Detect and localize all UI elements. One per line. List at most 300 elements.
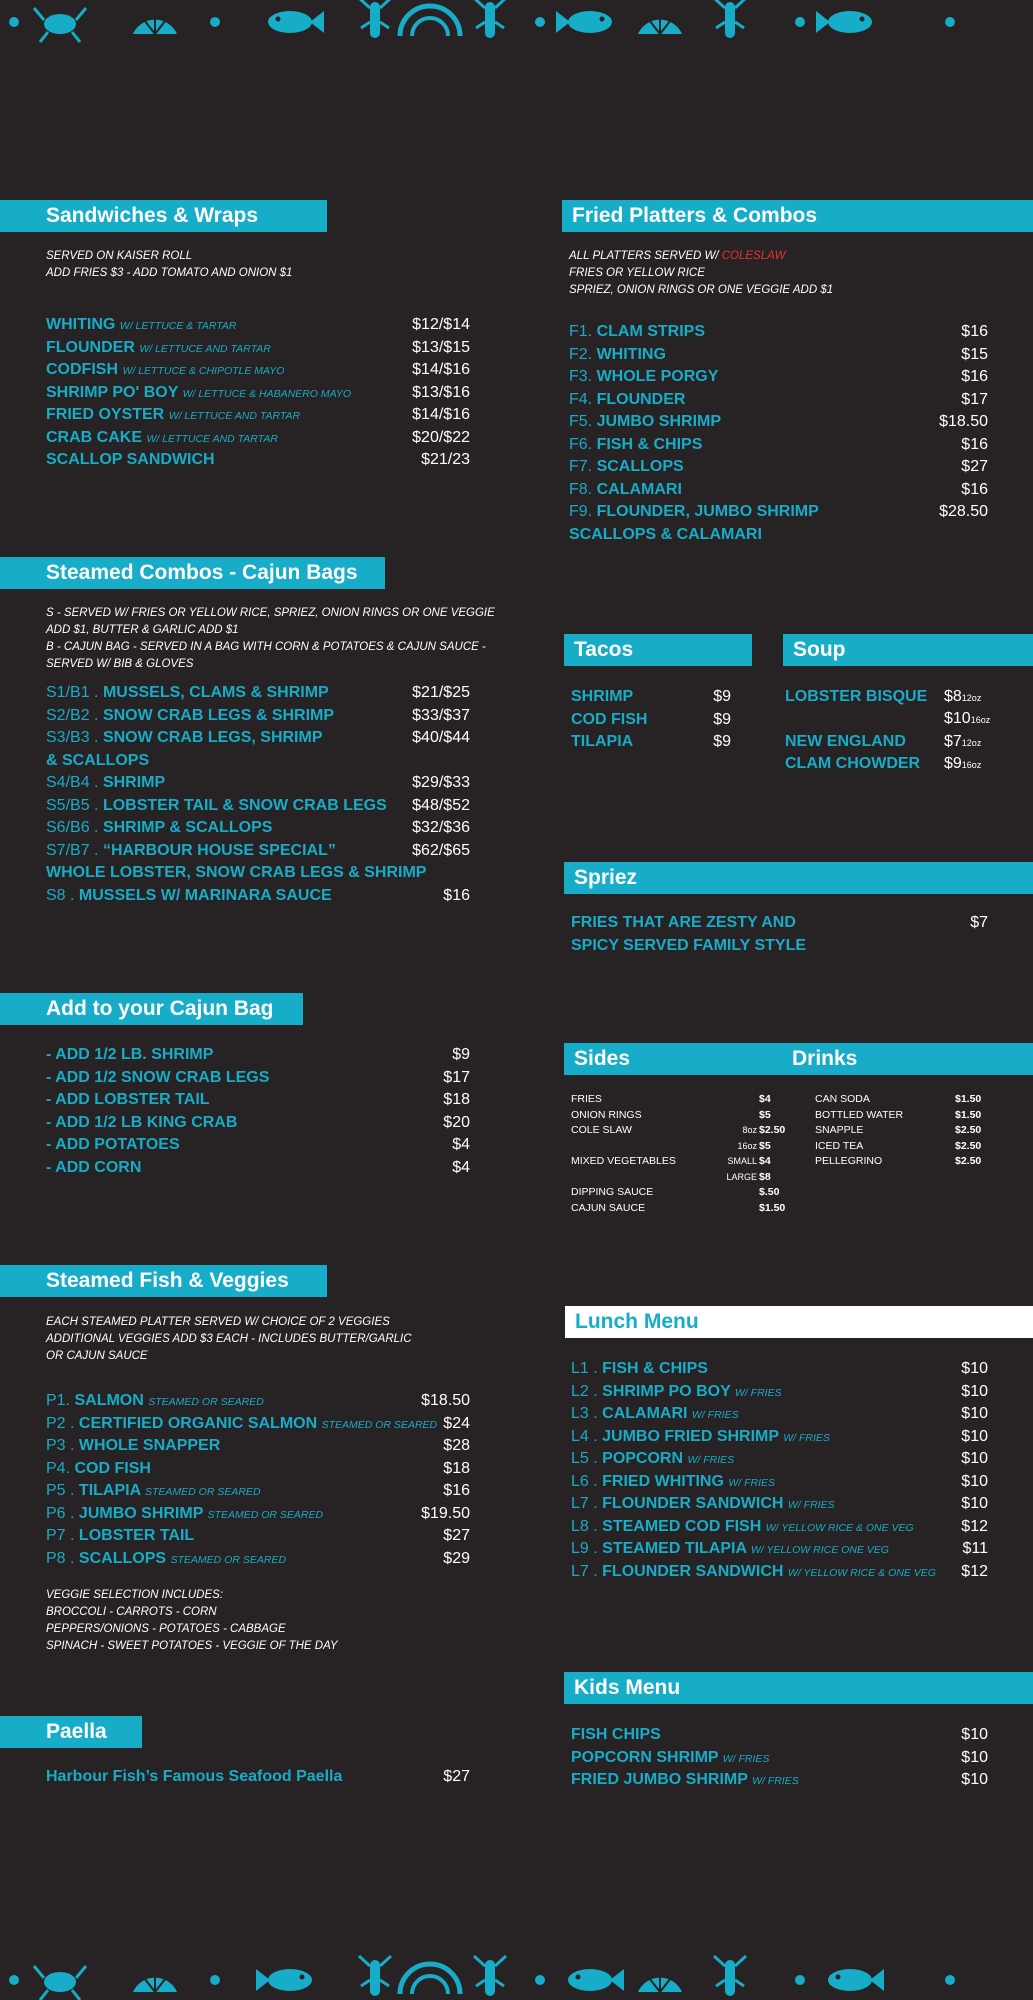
item-label	[569, 456, 684, 479]
fish-icon	[256, 1969, 312, 1991]
item-name: COD FISH	[74, 1459, 151, 1477]
soup-item-large	[785, 708, 990, 731]
item-price: $27	[961, 458, 988, 475]
menu-item	[569, 456, 988, 479]
menu-item	[571, 1538, 988, 1561]
item-name: CRAB CAKE	[46, 428, 142, 446]
item-detail: W/ YELLOW RICE & ONE VEG	[765, 1521, 914, 1534]
item-label	[571, 1448, 734, 1472]
menu-item	[46, 885, 470, 908]
item-price: $10	[961, 1405, 988, 1422]
item-price: $10	[961, 1427, 988, 1445]
item-detail: W/ LETTUCE & CHIPOTLE MAYO	[122, 365, 285, 377]
item-code: S5/B5 .	[46, 796, 99, 814]
item-label	[46, 1134, 180, 1157]
menu-item	[46, 795, 470, 818]
fish-icon	[568, 1969, 624, 1991]
shell-icon	[133, 12, 177, 34]
item-detail: W/ LETTUCE AND TARTAR	[146, 432, 278, 445]
item-code: S3/B3 .	[46, 729, 99, 746]
item-code: F4.	[569, 390, 593, 408]
item-price: $20	[443, 1113, 470, 1131]
menu-item	[46, 1134, 470, 1157]
item-price: $10	[961, 1771, 988, 1788]
price-value: $7	[944, 733, 962, 750]
item-detail: W/ LETTUCE AND TARTAR	[168, 410, 301, 422]
steamed-combos-note	[46, 605, 495, 673]
item-price: $14/$16	[412, 406, 470, 423]
menu-item	[46, 1480, 470, 1503]
item-label	[46, 337, 271, 361]
item-name: SHRIMP	[571, 688, 634, 705]
note-line: BROCCOLI - CARROTS - CORN	[46, 1606, 217, 1618]
menu-item	[46, 1067, 470, 1090]
item-code: P3 .	[46, 1437, 75, 1454]
item-label	[46, 359, 284, 383]
item-name: FISH CHIPS	[571, 1726, 661, 1743]
item-price: $24	[443, 1414, 470, 1432]
item-code: F5.	[569, 413, 593, 430]
item-label	[571, 1426, 830, 1450]
item-detail: W/ FRIES	[691, 1409, 739, 1421]
item-label	[571, 709, 647, 732]
item-name: - ADD CORN	[46, 1158, 142, 1176]
item-code: P7 .	[46, 1527, 75, 1544]
item-name-cont: SCALLOPS & CALAMARI	[569, 525, 762, 543]
item-label	[569, 411, 721, 434]
lobster-icon	[359, 0, 391, 38]
item-price: $16	[443, 886, 470, 904]
item-label	[46, 817, 272, 840]
item-price: $9	[713, 733, 731, 750]
item-price: $28.50	[939, 503, 988, 520]
menu-item	[46, 314, 470, 337]
menu-item	[571, 1381, 988, 1404]
item-name: CALAMARI	[596, 480, 682, 498]
soup-header: Soup	[783, 634, 1033, 666]
note-line: FRIES OR YELLOW RICE	[569, 267, 705, 279]
item-detail: STEAMED OR SEARED	[207, 1508, 324, 1521]
item-name: TILAPIA	[78, 1482, 141, 1499]
item-label	[46, 1548, 286, 1572]
item-label	[569, 389, 685, 412]
bubble-icon	[210, 1975, 220, 1985]
item-code: F8.	[569, 480, 593, 498]
item-name: STEAMED TILAPIA	[602, 1540, 747, 1557]
item-price: $12	[961, 1517, 988, 1535]
menu-item	[569, 344, 988, 367]
fish-icon	[268, 11, 324, 33]
size-label: 16oz	[961, 760, 982, 770]
sandwiches-header: Sandwiches & Wraps	[0, 200, 327, 232]
side-name: FRIES	[571, 1093, 602, 1105]
item-name: JUMBO FRIED SHRIMP	[602, 1427, 779, 1445]
lobster-icon	[714, 1956, 746, 1996]
drink-name: CAN SODA	[815, 1093, 870, 1105]
note-text: ALL PLATTERS SERVED W/	[569, 250, 722, 262]
item-label	[571, 1769, 799, 1793]
item-label	[571, 1403, 739, 1427]
item-code: P5 .	[46, 1482, 75, 1499]
item-name: SHRIMP PO' BOY	[46, 383, 179, 401]
crab-icon	[34, 1966, 86, 2000]
menu-item	[46, 1413, 470, 1436]
menu-item	[46, 727, 470, 750]
item-detail: W/ FRIES	[734, 1386, 782, 1399]
item-label	[46, 427, 278, 451]
side-price: $5	[759, 1139, 771, 1152]
item-name: - ADD POTATOES	[46, 1136, 180, 1153]
item-label	[46, 1089, 210, 1112]
menu-item	[571, 1471, 988, 1494]
side-price: $4	[759, 1093, 771, 1105]
menu-item	[571, 709, 731, 732]
side-name: COLE SLAW	[571, 1124, 632, 1136]
item-code: S4/B4 .	[46, 774, 99, 791]
item-code: P8 .	[46, 1549, 75, 1567]
bubble-icon	[9, 17, 19, 27]
item-label	[46, 1413, 437, 1437]
item-label	[46, 727, 323, 750]
item-name: TILAPIA	[571, 733, 634, 750]
bubble-icon	[210, 17, 220, 27]
item-code: L7 .	[571, 1495, 598, 1512]
menu-item	[46, 840, 470, 863]
sides-drinks-header	[564, 1043, 1033, 1075]
menu-item	[46, 359, 470, 382]
spriez-header: Spriez	[564, 862, 1033, 894]
soup-price-large	[944, 753, 981, 777]
item-name: LOBSTER TAIL & SNOW CRAB LEGS	[102, 796, 387, 814]
item-price: $9	[452, 1046, 470, 1063]
item-price: $33/$37	[412, 706, 470, 724]
menu-item	[46, 705, 470, 728]
side-price: $2.50	[759, 1124, 786, 1136]
menu-item	[571, 1516, 988, 1539]
menu-item	[571, 1358, 988, 1381]
item-label	[571, 686, 633, 709]
item-name: - ADD 1/2 LB. SHRIMP	[46, 1046, 214, 1063]
menu-item	[46, 1548, 470, 1571]
item-name: CODFISH	[46, 361, 118, 378]
item-name: SNOW CRAB LEGS, SHRIMP	[102, 729, 323, 746]
bubble-icon	[535, 17, 545, 27]
menu-item	[571, 731, 731, 754]
item-price: $4	[452, 1158, 470, 1176]
item-price: $16	[961, 480, 988, 498]
paella-price: $27	[443, 1768, 470, 1785]
item-name: SCALLOPS	[78, 1549, 167, 1567]
item-name: FRIED JUMBO SHRIMP	[571, 1771, 748, 1788]
soup-name-cont: CLAM CHOWDER	[785, 755, 921, 772]
item-code: P6 .	[46, 1504, 75, 1522]
item-code: S8 .	[46, 886, 75, 904]
menu-item	[46, 817, 470, 840]
item-name: SCALLOPS	[596, 458, 684, 475]
menu-item	[569, 366, 988, 389]
soup-item	[785, 686, 990, 709]
item-code: S2/B2 .	[46, 706, 99, 724]
item-name: FLOUNDER, JUMBO SHRIMP	[596, 503, 819, 520]
note-line: B - CAJUN BAG - SERVED IN A BAG WITH CORN & POTATOES & CAJUN SAUCE -	[46, 641, 486, 653]
item-price: $40/$44	[412, 729, 470, 746]
shell-icon	[638, 12, 682, 34]
drink-name: BOTTLED WATER	[815, 1108, 904, 1121]
item-code: S7/B7 .	[46, 841, 99, 859]
size-label: 12oz	[961, 738, 982, 748]
item-name: SHRIMP	[102, 774, 166, 791]
item-label	[46, 885, 332, 908]
item-detail: W/ FRIES	[752, 1775, 799, 1787]
item-label	[571, 1538, 889, 1562]
drink-price: $2.50	[955, 1139, 982, 1152]
item-price: $29	[443, 1549, 470, 1567]
side-price: $1.50	[759, 1201, 786, 1214]
item-name: - ADD 1/2 SNOW CRAB LEGS	[46, 1068, 270, 1086]
item-label	[46, 1390, 264, 1414]
spriez-line: FRIES THAT ARE ZESTY AND	[571, 914, 796, 931]
item-detail: W/ FRIES	[687, 1454, 735, 1466]
note-line: PEPPERS/ONIONS - POTATOES - CABBAGE	[46, 1623, 286, 1635]
menu-item	[46, 1044, 470, 1067]
shell-icon	[638, 1970, 682, 1992]
item-name: MUSSELS, CLAMS & SHRIMP	[102, 684, 329, 701]
soup-item-large	[785, 753, 990, 776]
note-line: SPINACH - SWEET POTATOES - VEGGIE OF THE DAY	[46, 1640, 338, 1652]
fish-icon	[816, 11, 872, 33]
note-line: ADD FRIES $3 - ADD TOMATO AND ONION $1	[46, 267, 293, 279]
item-detail: W/ LETTUCE & HABANERO MAYO	[182, 387, 352, 400]
item-price: $16	[961, 368, 988, 385]
spriez-price: $7	[970, 914, 988, 931]
menu-item	[46, 1089, 470, 1112]
drink-price: $1.50	[955, 1093, 982, 1105]
item-code: F9.	[569, 503, 593, 520]
bubble-icon	[945, 1975, 955, 1985]
clam-icon	[400, 1964, 460, 1994]
lunch-header: Lunch Menu	[565, 1306, 1033, 1338]
item-code: P2 .	[46, 1414, 75, 1432]
item-name: MUSSELS W/ MARINARA SAUCE	[78, 886, 332, 904]
item-price: $10	[961, 1495, 988, 1512]
crab-icon	[34, 8, 86, 42]
item-code: F2.	[569, 345, 593, 363]
item-label	[571, 1561, 936, 1585]
soup-item	[785, 731, 990, 754]
spriez-item	[571, 912, 988, 935]
side-name: DIPPING SAUCE	[571, 1186, 654, 1198]
item-detail: W/ LETTUCE & TARTAR	[119, 320, 237, 332]
menu-item	[46, 337, 470, 360]
item-label	[46, 1435, 220, 1458]
item-price: $28	[443, 1437, 470, 1454]
item-code: P1.	[46, 1392, 71, 1409]
steamed-combos-header: Steamed Combos - Cajun Bags	[0, 557, 385, 589]
item-label	[571, 1516, 914, 1540]
menu-item	[569, 501, 988, 524]
item-name: FLOUNDER	[46, 338, 135, 356]
fried-platters-header: Fried Platters & Combos	[562, 200, 1033, 232]
item-code: L2 .	[571, 1382, 598, 1400]
item-label	[571, 731, 633, 754]
note-line: SERVED W/ BIB & GLOVES	[46, 658, 194, 670]
item-price: $10	[961, 1472, 988, 1490]
bubble-icon	[9, 1975, 19, 1985]
item-label	[46, 1044, 213, 1067]
menu-item	[46, 1458, 470, 1481]
steamed-fish-header: Steamed Fish & Veggies	[0, 1265, 327, 1297]
item-label	[46, 795, 387, 818]
item-label	[46, 705, 334, 728]
note-line: ADD $1, BUTTER & GARLIC ADD $1	[46, 624, 239, 636]
item-label	[571, 1747, 769, 1771]
item-label	[569, 434, 702, 457]
item-name: FISH & CHIPS	[596, 435, 703, 453]
item-label	[46, 1480, 261, 1504]
item-name: FLOUNDER SANDWICH	[602, 1562, 784, 1580]
item-name: WHITING	[46, 316, 116, 333]
item-code: L4 .	[571, 1427, 598, 1445]
menu-item	[569, 321, 988, 344]
item-name: FLOUNDER SANDWICH	[602, 1495, 784, 1512]
item-label	[46, 449, 215, 472]
item-price: $9	[713, 688, 731, 705]
menu-item	[46, 1435, 470, 1458]
item-label	[46, 772, 165, 795]
item-price: $13/$15	[412, 338, 470, 356]
side-price: $8	[759, 1170, 771, 1183]
side-size: 8oz	[742, 1125, 757, 1135]
size-label: 16oz	[970, 715, 991, 725]
lobster-icon	[714, 0, 746, 38]
note-line: S - SERVED W/ FRIES OR YELLOW RICE, SPRIEZ, ONION RINGS OR ONE VEGGIE	[46, 607, 495, 619]
clam-icon	[400, 6, 460, 36]
menu-item	[571, 1448, 988, 1471]
item-code: F7.	[569, 458, 593, 475]
item-label	[46, 1458, 151, 1481]
item-price: $4	[452, 1136, 470, 1153]
sea-creature-border-top	[0, 0, 1033, 50]
drinks-title: Drinks	[792, 1047, 858, 1070]
item-name: FRIED WHITING	[602, 1472, 724, 1490]
side-name: CAJUN SAUCE	[571, 1201, 646, 1214]
item-label	[46, 682, 329, 705]
side-size: LARGE	[726, 1171, 757, 1182]
soup-price-large	[944, 708, 990, 732]
fried-platters-note	[569, 248, 833, 299]
menu-item	[46, 404, 470, 427]
item-name: FLOUNDER	[596, 390, 686, 408]
coleslaw-highlight: COLESLAW	[721, 250, 786, 262]
menu-item	[46, 449, 470, 472]
item-price: $48/$52	[412, 796, 470, 814]
item-label	[46, 382, 351, 406]
menu-item	[571, 1769, 988, 1792]
menu-item	[46, 1112, 470, 1135]
item-code: L1 .	[571, 1360, 598, 1377]
item-name: FRIED OYSTER	[46, 406, 165, 423]
drink-price: $2.50	[955, 1155, 982, 1167]
note-line: OR CAJUN SAUCE	[46, 1350, 148, 1362]
item-price: $10	[961, 1450, 988, 1467]
item-code: F6.	[569, 435, 593, 453]
item-detail: W/ FRIES	[728, 1476, 776, 1489]
item-price: $18	[443, 1459, 470, 1477]
note-line: SPRIEZ, ONION RINGS OR ONE VEGGIE ADD $1	[569, 284, 834, 296]
item-price: $11	[962, 1540, 988, 1557]
menu-item	[571, 686, 731, 709]
item-price: $10	[961, 1726, 988, 1743]
bubble-icon	[795, 17, 805, 27]
note-line: EACH STEAMED PLATTER SERVED W/ CHOICE OF 2 VEGGIES	[46, 1316, 390, 1328]
side-size: 16oz	[737, 1140, 757, 1151]
item-price: $17	[961, 390, 988, 408]
item-name: CALAMARI	[602, 1405, 688, 1422]
item-price: $13/$16	[412, 383, 470, 401]
menu-item	[46, 1157, 470, 1180]
side-price: $4	[759, 1155, 771, 1167]
sea-creature-border-bottom	[0, 1950, 1033, 2000]
item-label	[571, 1471, 775, 1495]
menu-item	[569, 434, 988, 457]
item-price: $14/$16	[412, 361, 470, 378]
price-value: $8	[944, 688, 962, 705]
kids-header: Kids Menu	[564, 1672, 1033, 1704]
menu-item	[46, 1503, 470, 1526]
item-price: $16	[961, 435, 988, 453]
note-line: ADDITIONAL VEGGIES ADD $3 EACH - INCLUDES BUTTER/GARLIC	[46, 1333, 412, 1345]
soup-name: NEW ENGLAND	[785, 733, 906, 750]
item-detail: W/ YELLOW RICE ONE VEG	[750, 1544, 889, 1556]
bubble-icon	[535, 1975, 545, 1985]
item-code: L8 .	[571, 1517, 598, 1535]
item-name: SNOW CRAB LEGS & SHRIMP	[102, 706, 335, 724]
item-price: $29/$33	[412, 774, 470, 791]
lobster-icon	[474, 0, 506, 38]
menu-item	[571, 1403, 988, 1426]
item-name: CERTIFIED ORGANIC SALMON	[78, 1414, 318, 1432]
menu-item	[46, 772, 470, 795]
price-value: $9	[944, 755, 962, 772]
side-price: $.50	[759, 1186, 780, 1198]
menu-item	[46, 1390, 470, 1413]
item-price: $18	[443, 1091, 470, 1108]
price-value: $10	[944, 710, 971, 727]
item-name: POPCORN	[602, 1450, 684, 1467]
item-name: LOBSTER TAIL	[78, 1527, 195, 1544]
note-line: VEGGIE SELECTION INCLUDES:	[46, 1589, 224, 1601]
item-price: $16	[443, 1482, 470, 1499]
item-detail: STEAMED OR SEARED	[145, 1486, 261, 1498]
sandwiches-note	[46, 248, 292, 282]
lobster-icon	[359, 1956, 391, 1996]
side-name: ONION RINGS	[571, 1108, 642, 1121]
lobster-icon	[474, 1956, 506, 1996]
item-label	[569, 479, 682, 502]
item-label	[46, 1503, 323, 1527]
paella-name: Harbour Fish’s Famous Seafood Paella	[46, 1768, 343, 1785]
item-name: SHRIMP PO BOY	[602, 1382, 731, 1400]
item-name: STEAMED COD FISH	[602, 1517, 762, 1535]
item-name: COD FISH	[571, 710, 648, 728]
item-price: $12/$14	[412, 316, 470, 333]
item-price: $27	[443, 1527, 470, 1544]
menu-item	[571, 1747, 988, 1770]
item-price: $12	[961, 1562, 988, 1580]
menu-item	[46, 1525, 470, 1548]
item-code: S6/B6 .	[46, 819, 99, 836]
item-price: $17	[443, 1068, 470, 1086]
